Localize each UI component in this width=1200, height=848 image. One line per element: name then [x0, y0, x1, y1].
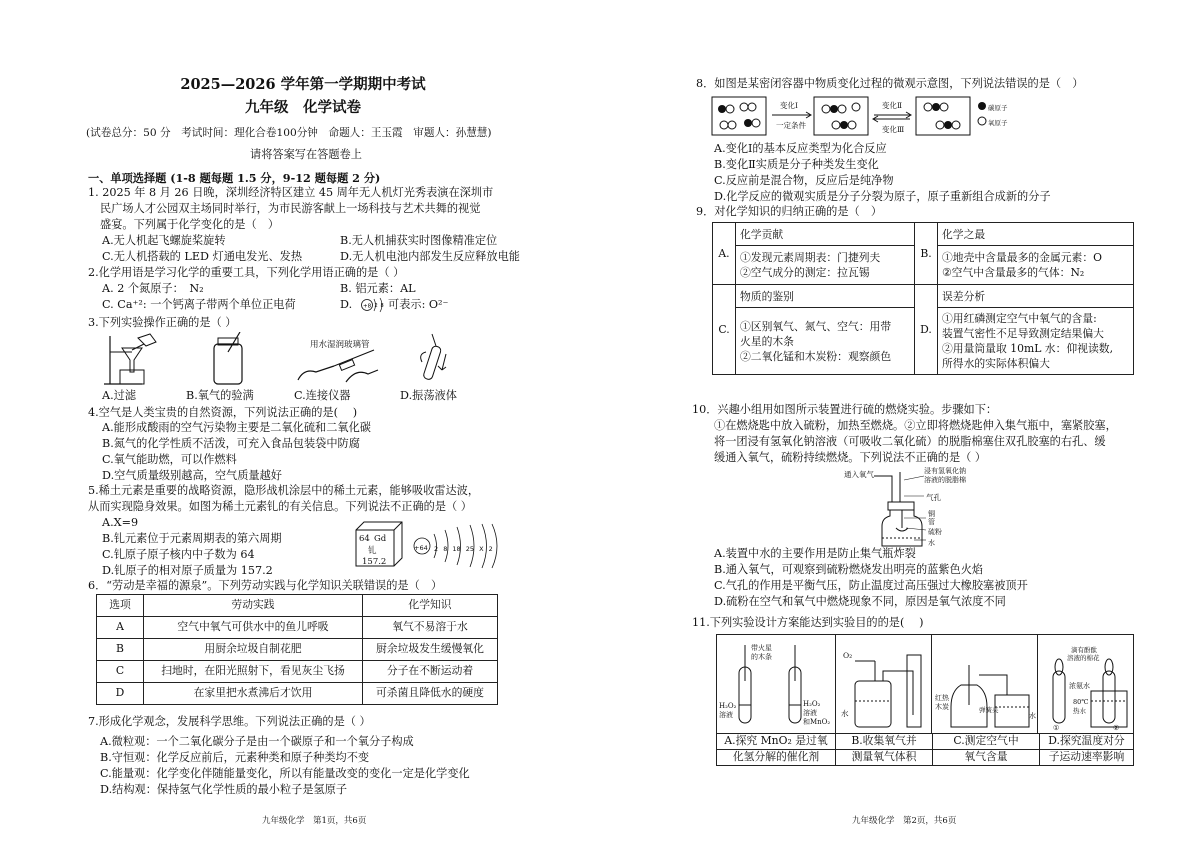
table-header: 选项 [97, 595, 144, 617]
q7-option-c: C.能量观：化学变化伴随能量变化，所以有能量改变的变化一定是化学变化 [100, 767, 470, 780]
q8-option-c: C.反应前是混合物，反应后是纯净物 [714, 174, 894, 187]
q3-c-caption: 用水湿润玻璃管 [310, 340, 370, 350]
q9-d-line: ①用红磷测定空气中氧气的含量: [942, 312, 1097, 325]
exam-instruction: 请将答案写在答题卷上 [250, 148, 362, 161]
q11-figure-panel [716, 634, 1134, 734]
q11-option-d-cont: 子运动速率影响 [1040, 750, 1134, 766]
fig-label: 溶液 [719, 711, 733, 719]
fig-label: O₂ [843, 651, 853, 660]
left-page [88, 0, 518, 848]
q2-option-c: C. Ca⁺²: 一个钙离子带两个单位正电荷 [102, 298, 296, 311]
fig-label: 通入氧气 [844, 470, 874, 479]
table-row [717, 750, 1134, 766]
table-cell: 氧气不易溶于水 [363, 617, 498, 639]
connect-tube-figure [294, 346, 384, 388]
fig-label: 浓氨水 [1069, 682, 1090, 690]
q9-c-line: 火星的木条 [740, 334, 794, 348]
exam-info: (试卷总分：50 分 考试时间：理化合卷100分钟 命题人：王玉霞 审题人：孙慧慧) [86, 127, 492, 139]
fig-label: 带火星 [751, 644, 772, 652]
fig-label: 硫粉 [928, 528, 942, 536]
q9-head-a: 化学贡献 [736, 223, 915, 246]
q2-option-d-text: 可表示: O²⁻ [388, 298, 449, 311]
q9-d-line: ②用量筒量取 10mL 水：仰视读数, [942, 342, 1114, 355]
q9-head-c: 物质的鉴别 [736, 285, 915, 308]
q3-option-a: A.过滤 [102, 389, 137, 402]
q8-option-b: B.变化Ⅱ实质是分子种类发生变化 [714, 158, 879, 171]
fig-label: 溶液的脱脂棉 [924, 476, 966, 484]
q9-table [712, 222, 1134, 375]
fig-label: 滴有酚酞 [1071, 646, 1097, 654]
q9-head-b: 化学之最 [938, 223, 1134, 246]
q7-option-b: B.守恒观：化学反应前后，元素种类和原子种类均不变 [100, 751, 370, 764]
q4-option-b: B.氮气的化学性质不活泼，可充入食品包装袋中防腐 [102, 437, 360, 450]
fig-label: 80℃ [1073, 698, 1089, 706]
table-cell: 分子在不断运动着 [363, 661, 498, 683]
gd-nucleus-label: +64 [414, 544, 428, 552]
q4-option-d: D.空气质量级别越高，空气质量越好 [102, 469, 282, 482]
q1-stem-line: 民广场人才公园双主场同时举行，为市民游客献上一场科技与艺术共舞的视觉 [100, 202, 481, 215]
q3-option-d: D.振荡液体 [400, 389, 457, 402]
page-footer-left: 九年级化学 第1页，共6页 [262, 816, 367, 826]
exam-subtitle: 九年级 化学试卷 [245, 99, 361, 116]
fig-label: 水 [928, 539, 935, 547]
fig-label: 溶液的棉花 [1067, 654, 1100, 662]
q8-stem: 8．如图是某密闭容器中物质变化过程的微观示意图，下列说法错误的是（ ） [696, 77, 1084, 90]
q9-c-line: ②二氧化锰和木炭粉：观察颜色 [740, 349, 892, 363]
q9-d-line: 所得水的实际体积偏大 [942, 357, 1050, 370]
fig-label: 和MnO₂ [803, 718, 831, 726]
q9-c-line: ①区别氧气、氮气、空气：用带 [740, 319, 892, 333]
table-row [97, 661, 498, 683]
table-cell: 厨余垃圾发生缓慢氧化 [363, 639, 498, 661]
q10-stem-line: 缓通入氧气，硫粉持续燃烧。下列说法不正确的是（ ） [714, 451, 987, 464]
q9-d-line: 装置气密性不足导致测定结果偏大 [942, 327, 1104, 340]
q1-stem-line: 盛宴。下列属于化学变化的是（ ） [100, 218, 280, 231]
table-cell: B [97, 639, 144, 661]
q4-stem: 4.空气是人类宝贵的自然资源，下列说法正确的是( ) [88, 406, 358, 419]
element-cell-gd [352, 520, 404, 568]
q9-b-line: ①地壳中含量最多的金属元素：O [942, 251, 1103, 264]
q11-options-table [716, 733, 1134, 766]
svg-text:+8: +8 [363, 303, 372, 310]
legend-oxygen: 氧原子 [988, 119, 1008, 127]
fig-label: H₂O₂ [719, 702, 737, 710]
q9-a-line: ①发现元素周期表：门捷列夫 [740, 251, 881, 264]
arrow-label: 变化Ⅲ [882, 125, 905, 134]
q1-option-b: B.无人机捕获实时图像精准定位 [340, 234, 498, 247]
q11-option-a-cont: 化氢分解的催化剂 [717, 750, 836, 766]
fig-label: 木炭 [935, 703, 949, 711]
q7-option-d: D.结构观：保持氢气化学性质的最小粒子是氢原子 [100, 783, 348, 796]
fig-label: 水 [1029, 712, 1036, 720]
table-row [717, 734, 1134, 750]
q7-stem: 7.形成化学观念，发展科学思维。下列说法正确的是（ ） [88, 715, 371, 728]
q6-stem: 6．“劳动是幸福的源泉”。下列劳动实践与化学知识关联错误的是（ ） [88, 579, 443, 592]
q8-option-a: A.变化Ⅰ的基本反应类型为化合反应 [714, 142, 887, 155]
q3-option-c: C.连接仪器 [294, 389, 351, 402]
q10-option-c: C.气孔的作用是平衡气压，防止温度过高压强过大橡胶塞被顶开 [714, 579, 1028, 592]
q5-stem-line: 从而实现隐身效果。如图为稀土元素钆的有关信息。下列说法不正确的是（ ） [88, 500, 472, 513]
q1-stem-line: 1. 2025 年 8 月 26 日晚，深圳经济特区建立 45 周年无人机灯光秀表演在深圳市 [88, 186, 494, 199]
q5-option-d: D.钆原子的相对原子质量为 157.2 [102, 564, 273, 577]
q11-option-a: A.探究 MnO₂ 是过氧 [717, 734, 836, 750]
q1-option-c: C.无人机搭载的 LED 灯通电发光、发热 [102, 250, 303, 263]
q3-stem: 3.下列实验操作正确的是（ ） [88, 316, 237, 329]
q7-option-a: A.微粒观：一个二氧化碳分子是由一个碳原子和一个氧分子构成 [100, 735, 414, 748]
q1-option-d: D.无人机电池内部发生反应释放电能 [340, 250, 520, 263]
table-row [97, 617, 498, 639]
q11-option-b-cont: 测量氧气体积 [836, 750, 933, 766]
table-header: 化学知识 [363, 595, 498, 617]
q10-option-b: B.通入氧气，可观察到硫粉燃烧发出明亮的蓝紫色火焰 [714, 563, 984, 576]
q5-option-b: B.钆元素位于元素周期表的第六周期 [102, 532, 282, 545]
svg-text:8: 8 [380, 303, 384, 309]
q9-label-c: C. [713, 285, 736, 375]
q9-label-a: A. [713, 223, 736, 285]
q11-stem: 11.下列实验设计方案能达到实验目的的是( ) [692, 616, 924, 629]
table-cell: 可杀菌且降低水的硬度 [363, 683, 498, 705]
table-cell: 在家里把水煮沸后才饮用 [144, 683, 363, 705]
page-footer-right: 九年级化学 第2页，共6页 [852, 816, 957, 826]
q9-stem: 9．对化学知识的归纳正确的是（ ） [696, 205, 883, 218]
q10-stem-line: 10．兴趣小组用如图所示装置进行硫的燃烧实验。步骤如下： [692, 403, 998, 416]
q10-option-d: D.硫粉在空气和氧气中燃烧现象不同，原因是氧气浓度不同 [714, 595, 1006, 608]
table-header-row [97, 595, 498, 617]
fig-label: 气孔 [926, 493, 941, 502]
q9-label-b: B. [915, 223, 938, 285]
q11-option-d: D.探究温度对分 [1040, 734, 1134, 750]
q5-option-a: A.X=9 [102, 516, 139, 529]
fig-label: 的木条 [751, 653, 772, 661]
q3-option-b: B.氧气的验满 [186, 389, 254, 402]
q9-b-line: ②空气中含量最多的气体：N₂ [942, 266, 1085, 279]
q11-option-c-cont: 氧气含量 [933, 750, 1040, 766]
table-cell: D [97, 683, 144, 705]
table-cell: 空气中氧气可供水中的鱼儿呼吸 [144, 617, 363, 639]
ion-structure-diagram [360, 296, 388, 314]
table-cell: C [97, 661, 144, 683]
gd-atomic-number: 64 [359, 534, 370, 544]
q2-stem: 2.化学用语是学习化学的重要工具，下列化学用语正确的是（ ） [88, 266, 405, 279]
q1-option-a: A.无人机起飞螺旋桨旋转 [102, 234, 226, 247]
table-cell: A [97, 617, 144, 639]
q4-option-c: C.氧气能助燃，可以作燃料 [102, 453, 237, 466]
gd-atom-structure [412, 520, 504, 572]
fig-label: 管 [928, 518, 935, 526]
fig-label: 铜 [928, 510, 935, 518]
q4-option-a: A.能形成酸雨的空气污染物主要是二氧化硫和二氧化碳 [102, 421, 371, 434]
q10-stem-line: 将一团浸有氢氧化钠溶液（可吸收二氧化硫）的脱脂棉塞住双孔胶塞的右孔、缓 [714, 435, 1106, 448]
q10-option-a: A.装置中水的主要作用是防止集气瓶炸裂 [714, 547, 916, 560]
gd-mass: 157.2 [362, 557, 387, 567]
fig-label: ② [1113, 724, 1120, 732]
q2-option-d: D. [340, 298, 353, 311]
q2-option-a: A. 2 个氮原子： N₂ [102, 282, 204, 295]
table-cell: 扫地时，在阳光照射下，看见灰尘飞扬 [144, 661, 363, 683]
filtration-figure [102, 332, 172, 387]
fig-label: 热水 [1073, 707, 1086, 715]
gd-shell-electrons: 2 8 18 25 X 2 [434, 545, 493, 553]
table-cell: 用厨余垃圾自制花肥 [144, 639, 363, 661]
right-page [692, 0, 1135, 848]
q9-head-d: 误差分析 [938, 285, 1134, 308]
gd-symbol: Gd [374, 534, 387, 544]
table-row [97, 639, 498, 661]
sulfur-combustion-figure [844, 466, 994, 548]
q5-option-c: C.钆原子原子核内中子数为 64 [102, 548, 255, 561]
fig-label: 水 [841, 709, 849, 718]
fig-label: 弹簧夹 [979, 706, 999, 714]
fig-label: H₂O₂ [803, 700, 821, 708]
arrow-label: 一定条件 [776, 121, 806, 130]
exam-title: 2025—2026 学年第一学期期中考试 [180, 76, 426, 93]
arrow-label: 变化Ⅰ [780, 101, 798, 110]
oxygen-test-figure [204, 332, 254, 387]
table-row [97, 683, 498, 705]
shake-tube-figure [418, 332, 458, 387]
fig-label: 溶液 [803, 709, 817, 717]
q9-label-d: D. [915, 285, 938, 375]
q8-option-d: D.化学反应的微观实质是分子分裂为原子，原子重新组合成新的分子 [714, 190, 1051, 203]
q8-micro-diagram [710, 93, 1010, 141]
fig-label: 红热 [935, 694, 949, 702]
svg-text:2: 2 [374, 303, 378, 309]
q6-table [96, 594, 498, 705]
q11-option-c: C.测定空气中 [933, 734, 1040, 750]
fig-label: ① [1053, 724, 1060, 732]
gd-name: 钆 [368, 546, 377, 556]
legend-carbon: 碳原子 [988, 104, 1008, 112]
q2-option-b: B. 铝元素：AL [340, 282, 416, 295]
fig-label: 浸有氢氧化钠 [924, 467, 966, 475]
arrow-label: 变化Ⅱ [882, 101, 903, 110]
q10-stem-line: ①在燃烧匙中放入硫粉，加热至燃烧。②立即将燃烧匙伸入集气瓶中，塞紧胶塞， [714, 419, 1117, 432]
section-heading: 一、单项选择题 (1-8 题每题 1.5 分，9-12 题每题 2 分) [88, 171, 381, 185]
q9-a-line: ②空气成分的测定：拉瓦锡 [740, 266, 870, 279]
q11-option-b: B.收集氧气并 [836, 734, 933, 750]
table-header: 劳动实践 [144, 595, 363, 617]
q5-stem-line: 5.稀土元素是重要的战略资源，隐形战机涂层中的稀土元素，能够吸收雷达波， [88, 484, 480, 497]
